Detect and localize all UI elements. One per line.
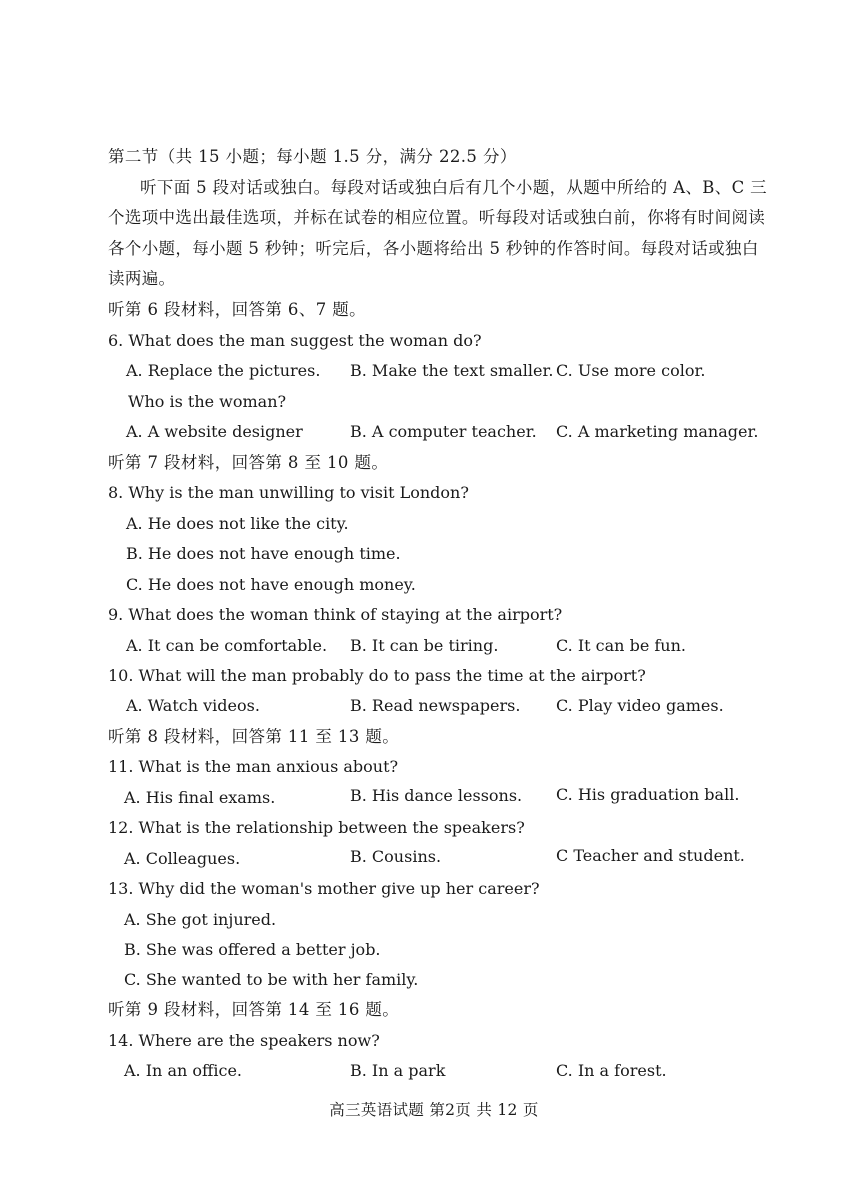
option-8c: C. He does not have enough money.: [126, 575, 416, 594]
option-14a: A. In an office.: [124, 1061, 242, 1080]
option-13c: C. She wanted to be with her family.: [124, 970, 419, 989]
option-11c: C. His graduation ball.: [556, 785, 740, 804]
option-8a: A. He does not like the city.: [126, 514, 349, 533]
question-stem-10: 10. What will the man probably do to pass the time at the airport?: [108, 666, 646, 685]
instruction-line-3: 各个小题，每小题 5 秒钟；听完后，各小题将给出 5 秒钟的作答时间。每段对话或独白: [108, 239, 759, 258]
option-10c: C. Play video games.: [556, 696, 724, 715]
question-stem-11: 11. What is the man anxious about?: [108, 757, 399, 776]
option-11a: A. His final exams.: [124, 788, 276, 807]
option-11b: B. His dance lessons.: [350, 786, 523, 805]
instruction-line-1: 听下面 5 段对话或独白。每段对话或独白后有几个小题，从题中所给的 A、B、C 三: [140, 178, 767, 197]
option-8b: B. He does not have enough time.: [126, 544, 401, 563]
option-14c: C. In a forest.: [556, 1061, 667, 1080]
option-10a: A. Watch videos.: [126, 696, 260, 715]
question-stem-9: 9. What does the woman think of staying at the airport?: [108, 605, 563, 624]
option-6c: C. Use more color.: [556, 361, 706, 380]
group-label-8: 听第 8 段材料，回答第 11 至 13 题。: [108, 727, 400, 746]
option-13b: B. She was offered a better job.: [124, 940, 381, 959]
option-13a: A. She got injured.: [124, 910, 277, 929]
question-stem-13: 13. Why did the woman's mother give up her career?: [108, 879, 540, 898]
question-stem-14: 14. Where are the speakers now?: [108, 1031, 380, 1050]
group-label-7: 听第 7 段材料，回答第 8 至 10 题。: [108, 453, 389, 472]
option-9c: C. It can be fun.: [556, 636, 686, 655]
option-14b: B. In a park: [350, 1061, 446, 1080]
option-12c: C Teacher and student.: [556, 846, 745, 865]
option-12a: A. Colleagues.: [124, 849, 241, 868]
page-footer: 高三英语试题 第2页 共 12 页: [329, 1101, 539, 1119]
section-heading: 第二节（共 15 小题；每小题 1.5 分，满分 22.5 分）: [108, 147, 517, 166]
option-10b: B. Read newspapers.: [350, 696, 521, 715]
option-9a: A. It can be comfortable.: [126, 636, 328, 655]
option-7a: A. A website designer: [126, 422, 303, 441]
question-stem-8: 8. Why is the man unwilling to visit London?: [108, 483, 469, 502]
option-7b: B. A computer teacher.: [350, 422, 537, 441]
group-label-6: 听第 6 段材料，回答第 6、7 题。: [108, 300, 367, 319]
instruction-line-2: 个选项中选出最佳选项，并标在试卷的相应位置。听每段对话或独白前，你将有时间阅读: [108, 208, 766, 227]
option-12b: B. Cousins.: [350, 847, 442, 866]
option-7c: C. A marketing manager.: [556, 422, 759, 441]
question-stem-7: Who is the woman?: [128, 392, 287, 411]
option-9b: B. It can be tiring.: [350, 636, 499, 655]
question-stem-6: 6. What does the man suggest the woman do?: [108, 331, 482, 350]
instruction-line-4: 读两遍。: [108, 269, 176, 288]
question-stem-12: 12. What is the relationship between the speakers?: [108, 818, 525, 837]
option-6a: A. Replace the pictures.: [126, 361, 321, 380]
group-label-9: 听第 9 段材料，回答第 14 至 16 题。: [108, 1000, 400, 1019]
option-6b: B. Make the text smaller.: [350, 361, 554, 380]
